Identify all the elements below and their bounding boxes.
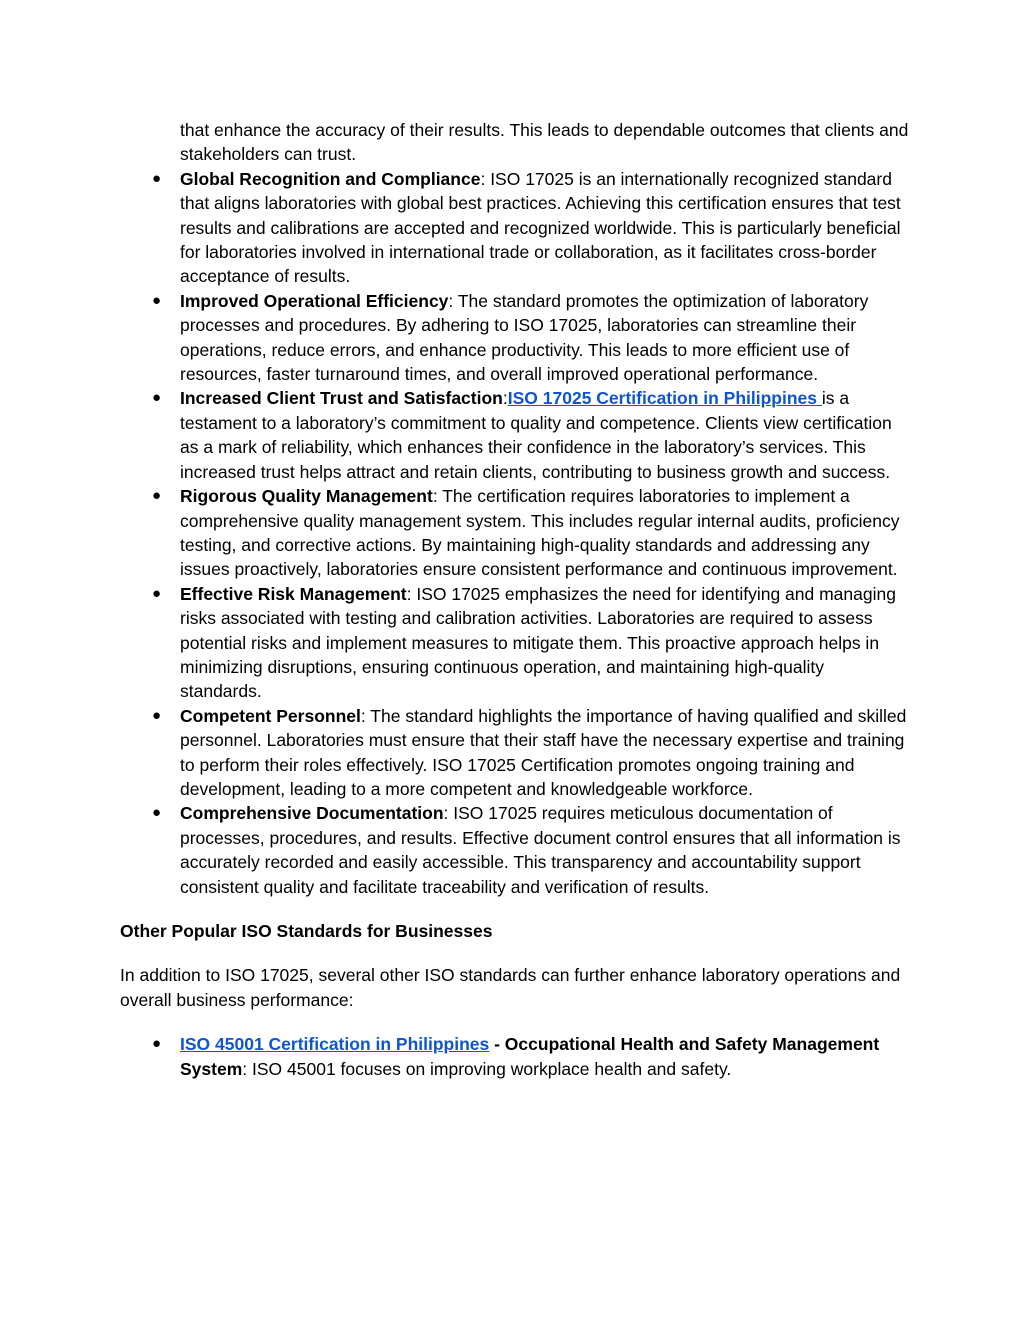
benefit-text: ISO 17025 is an internationally recognized standard that aligns laboratories with global best practices. Achieving this certification ensures that test results and calibrations are accepted and recognized worldwide. This is particularly beneficial for laboratories involved in international trade or collaboration, as it facilitates cross-border acceptance of results. [180,168,901,287]
other-standards-list [120,1032,910,1081]
benefit-separator: : [448,290,458,311]
benefit-separator: : [432,486,443,507]
standard-separator: : [242,1058,252,1079]
benefit-text: The certification requires laboratories to implement a comprehensive quality management system. This includes regular internal audits, proficiency testing, and corrective actions. By maintaining high-quality standards and addressing any issues proactively, laboratories ensure consistent performance and continuous improvement. [180,486,900,580]
benefit-term: Effective Risk Management [180,583,407,604]
benefit-text: The standard highlights the importance of having qualified and skilled personnel. Laboratories must ensure that their staff have the necessary expertise and training to perform their roles effectively. ISO 17025 Certification promotes ongoing training and development, leading to a more competent and knowledgeable workforce. [180,705,907,799]
bullet-icon: ● [152,389,162,407]
benefit-term: Increased Client Trust and Satisfaction [180,388,503,409]
list-item-client-trust [152,386,910,484]
benefit-term: Improved Operational Efficiency [180,290,449,311]
benefit-text: ISO 17025 requires meticulous documentation of processes, procedures, and results. Effective document control ensures that all information is accurately recorded and easily accessible. This transparency and accountability support consistent quality and facilitate traceability and verification of results. [180,803,901,897]
benefit-separator: : [443,803,454,824]
section-heading: Other Popular ISO Standards for Businesses [120,921,493,941]
benefit-separator: : [502,388,508,409]
bullet-icon: ● [152,804,162,822]
bullet-icon: ● [152,169,162,187]
benefit-term: Rigorous Quality Management [180,486,433,507]
benefit-separator: : [480,168,491,189]
list-item-risk-management [152,582,910,704]
benefit-text: ISO 17025 emphasizes the need for identifying and managing risks associated with testing and calibration activities. Laboratories are required to assess potential risks and implement measures to mitigate them. This proactive approach helps in minimizing disruptions, ensuring continuous operation, and maintaining high-quality standards. [180,583,896,702]
benefit-term: Comprehensive Documentation [180,803,444,824]
bullet-icon: ● [152,291,162,309]
list-item-global-recognition [152,167,910,289]
list-item-competent-personnel [152,704,910,802]
benefits-list [120,118,910,899]
section-intro: In addition to ISO 17025, several other ISO standards can further enhance laboratory operations and overall business performance: [120,965,901,1010]
benefit-text: is a testament to a laboratory’s commitment to quality and competence. Clients view certification as a mark of reliability, which enhances their confidence in the laboratory’s services. This increased trust helps attract and retain clients, contributing to business growth and success. [180,388,892,482]
list-item-quality-management [152,484,910,582]
benefit-term: Competent Personnel [180,705,361,726]
document-page [120,118,910,1081]
iso-17025-link[interactable]: ISO 17025 Certification in Philippines [507,388,822,409]
list-item-documentation [152,801,910,899]
benefit-separator: : [360,705,371,726]
bullet-icon: ● [152,706,162,724]
list-item-operational-efficiency [152,289,910,387]
list-item-iso-45001 [152,1032,910,1081]
bullet-icon: ● [152,584,162,602]
benefit-term: Global Recognition and Compliance [180,168,481,189]
bullet-icon: ● [152,1035,162,1053]
list-item-continuation [180,118,910,167]
benefit-text: The standard promotes the optimization of laboratory processes and procedures. By adhering to ISO 17025, laboratories can streamline their operations, reduce errors, and enhance productivity. This leads to more efficient use of resources, faster turnaround times, and overall improved operational performance. [180,290,869,385]
iso-45001-link[interactable]: ISO 45001 Certification in Philippines [180,1034,490,1055]
benefit-separator: : [406,583,417,604]
bullet-icon: ● [152,487,162,505]
continuation-text: that enhance the accuracy of their results. This leads to dependable outcomes that clients and stakeholders can trust. [180,120,909,165]
standard-text: ISO 45001 focuses on improving workplace health and safety. [252,1058,732,1079]
standard-term: - Occupational Health and Safety Management System [180,1034,880,1079]
